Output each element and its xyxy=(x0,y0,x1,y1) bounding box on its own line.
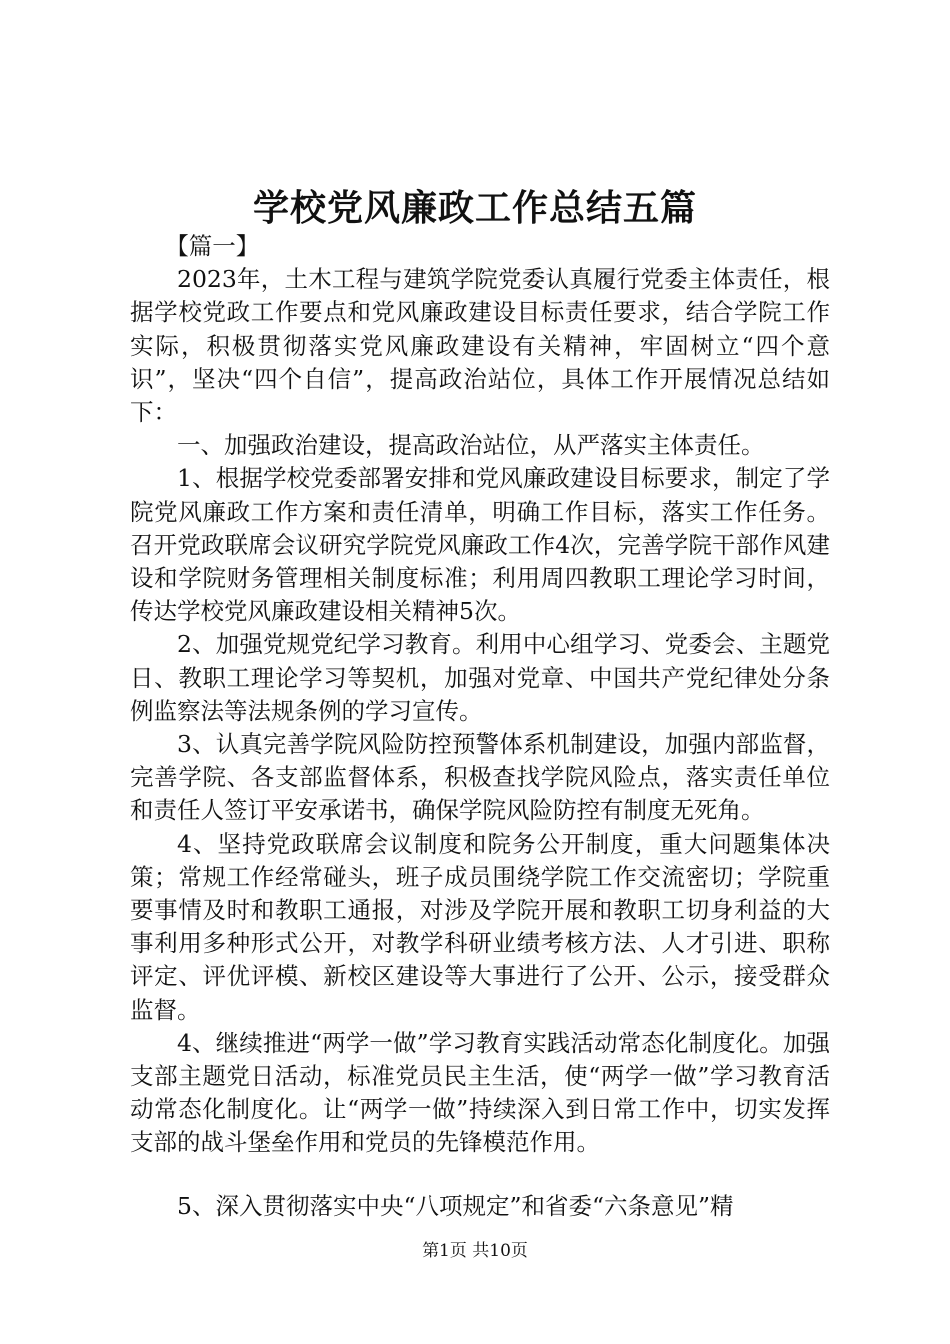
paragraph-item-1: 1、根据学校党委部署安排和党风廉政建设目标要求，制定了学院党风廉政工作方案和责任清单，明确工作目标，落实工作任务。召开党政联席会议研究学院党风廉政工作4次，完善学院干部作风建设和学院财务管理相关制度标准；利用周四教职工理论学习时间，传达学校党风廉政建设相关精神5次。 xyxy=(130,464,830,626)
paragraph-item-3: 3、认真完善学院风险防控预警体系机制建设，加强内部监督，完善学院、各支部监督体系，积极查找学院风险点，落实责任单位和责任人签订平安承诺书，确保学院风险防控有制度无死角。 xyxy=(130,730,830,825)
paragraph-item-5: 5、深入贯彻落实中央“八项规定”和省委“六条意见”精 xyxy=(177,1191,734,1220)
document-body xyxy=(130,230,830,1223)
paragraph-item-4b: 4、继续推进“两学一做”学习教育实践活动常态化制度化。加强支部主题党日活动，标准党员民主生活，使“两学一做”学习教育活动常态化制度化。让“两学一做”持续深入到日常工作中，切实发挥支部的战斗堡垒作用和党员的先锋模范作用。 xyxy=(130,1028,830,1157)
section-label: 【篇一】 xyxy=(165,232,260,260)
paragraph-intro: 2023年，土木工程与建筑学院党委认真履行党委主体责任，根据学校党政工作要点和党风廉政建设目标责任要求，结合学院工作实际，积极贯彻落实党风廉政建设有关精神，牢固树立“四个意识”，坚决“四个自信”，提高政治站位，具体工作开展情况总结如下： xyxy=(130,265,830,427)
paragraph-heading-1: 一、加强政治建设，提高政治站位，从严落实主体责任。 xyxy=(177,431,765,460)
document-title: 学校党风廉政工作总结五篇 xyxy=(252,187,697,229)
paragraph-item-4: 4、坚持党政联席会议制度和院务公开制度，重大问题集体决策；常规工作经常碰头，班子成员围绕学院工作交流密切；学院重要事情及时和教职工通报，对涉及学院开展和教职工切身利益的大事利用多种形式公开，对教学科研业绩考核方法、人才引进、职称评定、评优评模、新校区建设等大事进行了公开、公示，接受群众监督。 xyxy=(130,829,830,1024)
page-footer: 第1页 共10页 xyxy=(422,1241,528,1261)
paragraph-item-2: 2、加强党规党纪学习教育。利用中心组学习、党委会、主题党日、教职工理论学习等契机，加强对党章、中国共产党纪律处分条例监察法等法规条例的学习宣传。 xyxy=(130,630,830,725)
